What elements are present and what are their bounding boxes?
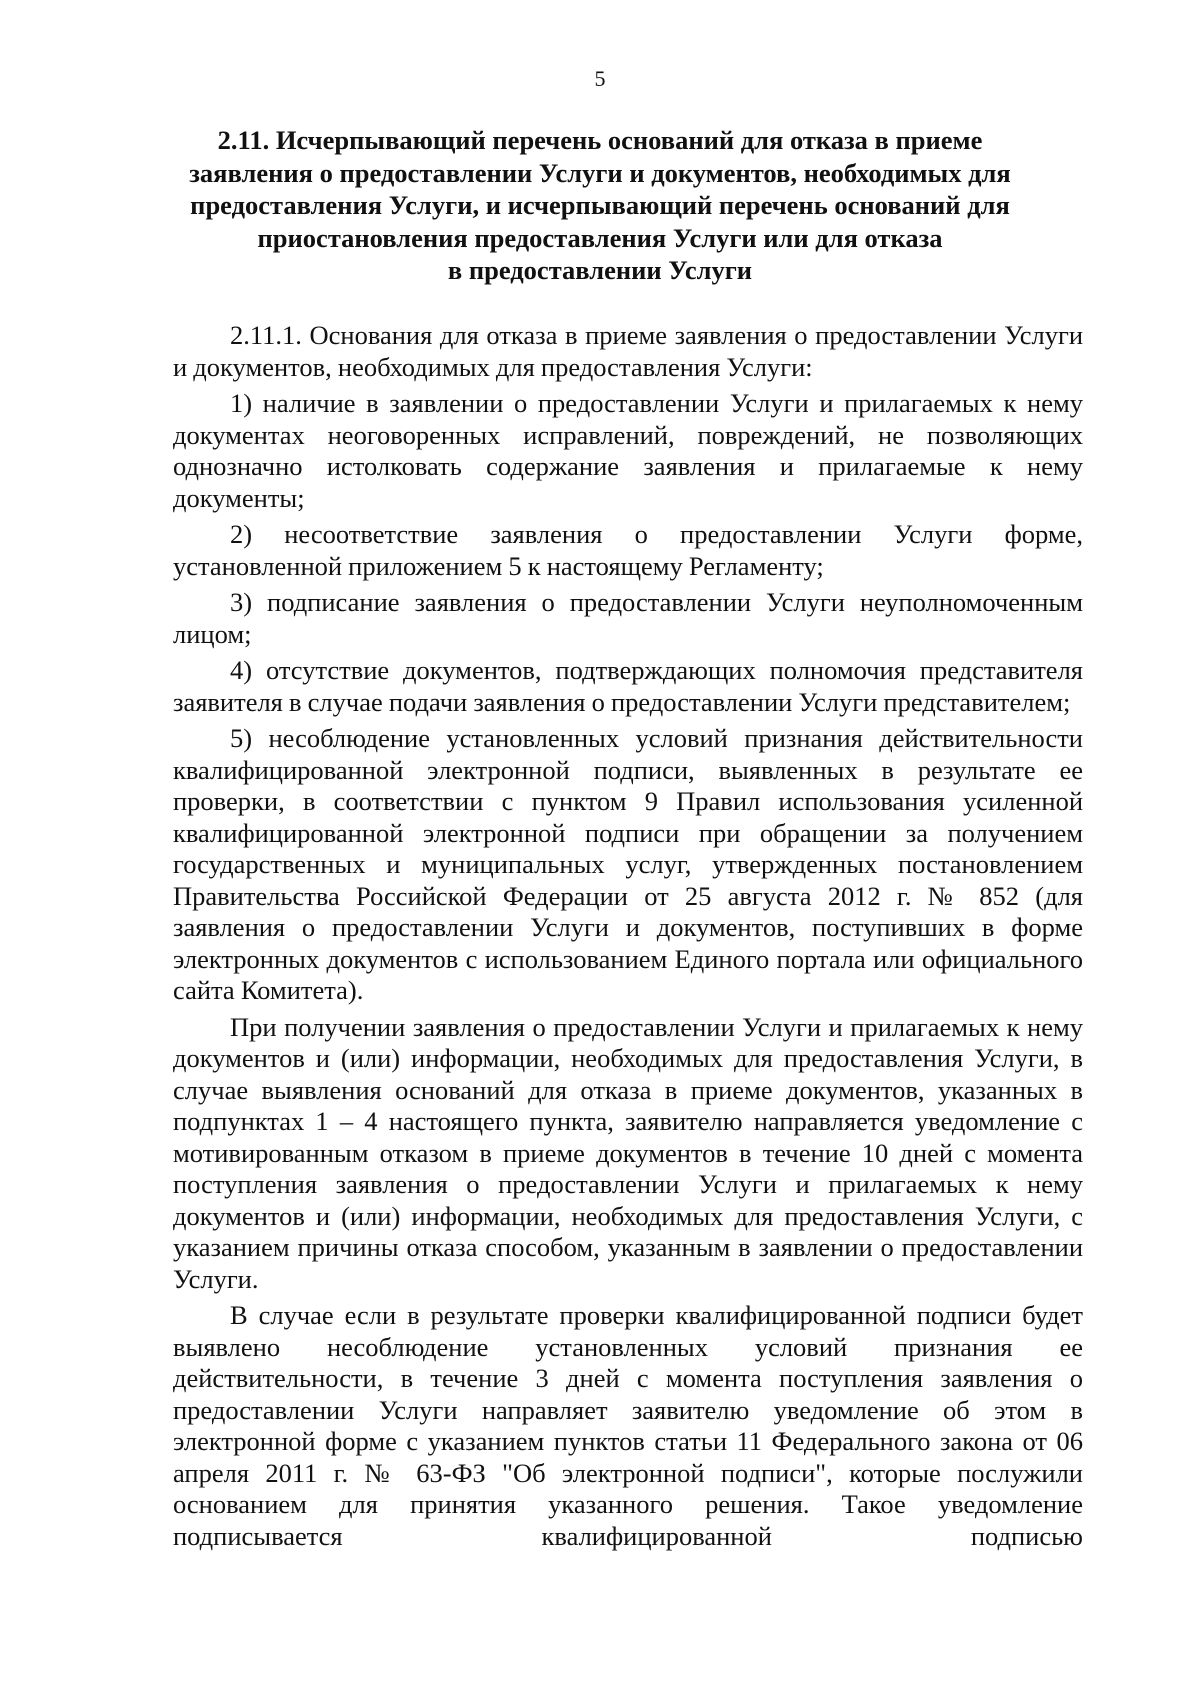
document-body	[173, 320, 1083, 1552]
paragraph-item-3: 3) подписание заявления о предоставлении Услуги неуполномоченным лицом;	[173, 587, 1083, 649]
paragraph-item-1: 1) наличие в заявлении о предоставлении Услуги и прилагаемых к нему документах неоговоренных исправлений, повреждений, не позволяющих однозначно истолковать содержание заявления и прилагаемые к нему документы;	[173, 388, 1083, 513]
heading-line: заявления о предоставлении Услуги и документов, необходимых для	[189, 157, 1011, 188]
heading-line: в предоставлении Услуги	[447, 255, 753, 285]
paragraph-refusal-notice: При получении заявления о предоставлении Услуги и прилагаемых к нему документов и (или) информации, необходимых для предоставления Услуги, в случае выявления оснований для отказа в приеме документов, указанных в подпунктах 1 – 4 настоящего пункта, заявителю направляется уведомление с мотивированным отказом в приеме документов в течение 10 дней с момента поступления заявления о предоставлении Услуги и прилагаемых к нему документов и (или) информации, необходимых для предоставления Услуги, с указанием причины отказа способом, указанным в заявлении о предоставлении Услуги.	[173, 1011, 1083, 1294]
heading-line: 2.11. Исчерпывающий перечень оснований для отказа в приеме	[217, 125, 983, 155]
paragraph-item-4: 4) отсутствие документов, подтверждающих полномочия представителя заявителя в случае подачи заявления о предоставлении Услуги представителем;	[173, 655, 1083, 717]
paragraph-2-11-1: 2.11.1. Основания для отказа в приеме заявления о предоставлении Услуги и документов, необходимых для предоставления Услуги:	[173, 320, 1083, 382]
paragraph-item-5: 5) несоблюдение установленных условий признания действительности квалифицированной электронной подписи, выявленных в результате ее проверки, в соответствии с пунктом 9 Правил использования усиленной квалифицированной электронной подписи при обращении за получением государственных и муниципальных услуг, утвержденных постановлением Правительства Российской Федерации от 25 августа 2012 г. № 852 (для заявления о предоставлении Услуги и документов, поступивших в форме электронных документов с использованием Единого портала или официального сайта Комитета).	[173, 723, 1083, 1005]
paragraph-item-2: 2) несоответствие заявления о предоставлении Услуги форме, установленной приложением 5 к настоящему Регламенту;	[173, 519, 1083, 581]
heading-line: приостановления предоставления Услуги или для отказа	[257, 222, 943, 253]
section-heading	[150, 124, 1050, 287]
page-number: 5	[594, 66, 606, 91]
heading-line: предоставления Услуги, и исчерпывающий перечень оснований для	[190, 190, 1010, 220]
paragraph-signature-check: В случае если в результате проверки квалифицированной подписи будет выявлено несоблюдение установленных условий признания ее действительности, в течение 3 дней с момента поступления заявления о предоставлении Услуги направляет заявителю уведомление об этом в электронной форме с указанием пунктов статьи 11 Федерального закона от 06 апреля 2011 г. № 63-ФЗ "Об электронной подписи", которые послужили основанием для принятия указанного решения. Такое уведомление подписывается квалифицированной подписью	[173, 1300, 1083, 1551]
